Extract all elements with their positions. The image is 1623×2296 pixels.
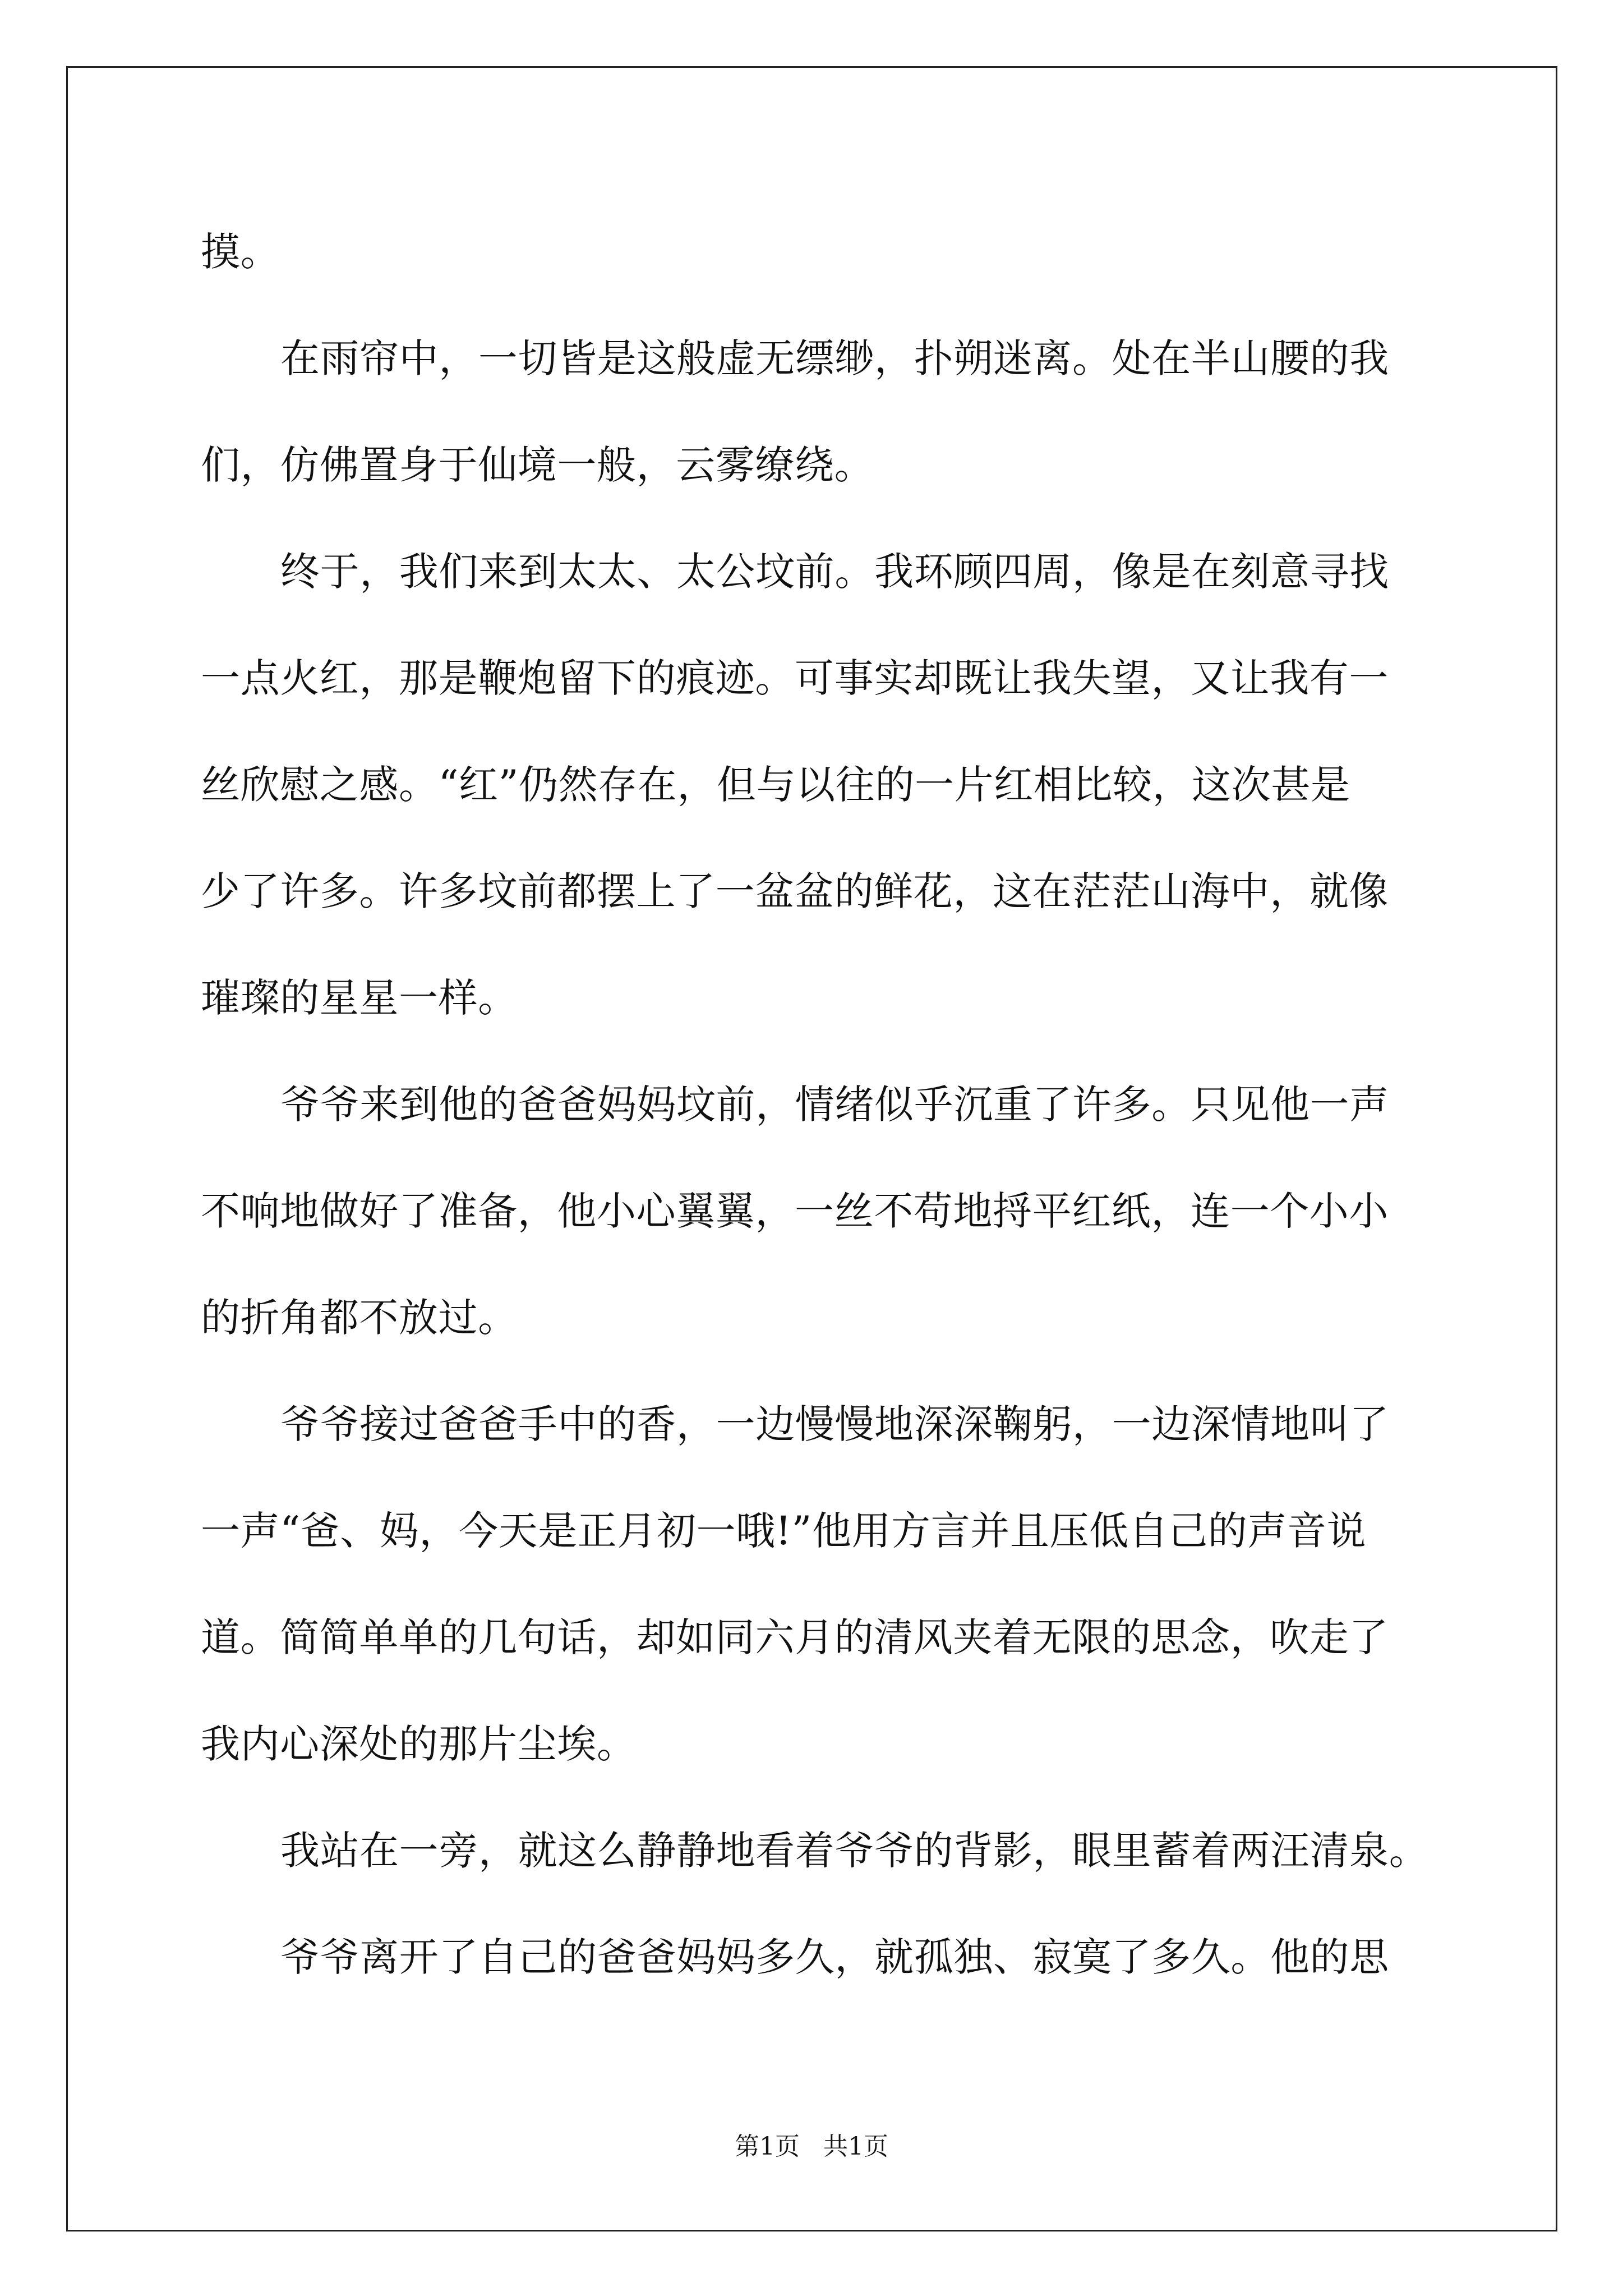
page-number-footer: 第1页 共1页	[735, 2132, 888, 2161]
paragraph-line: 摸。	[201, 229, 280, 275]
paragraph	[201, 305, 1446, 518]
paragraph-line: 不响地做好了准备，他小心翼翼，一丝不苟地捋平红纸，连一个小小	[201, 1188, 1389, 1234]
paragraph	[201, 518, 1446, 1051]
document-body	[201, 199, 1446, 2010]
paragraph	[201, 1371, 1446, 1797]
paragraph	[201, 1904, 1446, 2010]
paragraph-line: 爷爷离开了自己的爸爸妈妈多久，就孤独、寂寞了多久。他的思	[280, 1934, 1389, 1980]
paragraph-line: 璀璨的星星一样。	[201, 975, 518, 1021]
paragraph	[201, 1051, 1446, 1371]
paragraph-line: 我内心深处的那片尘埃。	[201, 1721, 637, 1767]
paragraph-line: 我站在一旁，就这么静静地看着爷爷的背影，眼里蓄着两汪清泉。	[280, 1828, 1429, 1874]
paragraph-line: 爷爷接过爸爸手中的香，一边慢慢地深深鞠躬，一边深情地叫了	[280, 1401, 1389, 1447]
paragraph-line: 少了许多。许多坟前都摆上了一盆盆的鲜花，这在茫茫山海中，就像	[201, 868, 1389, 914]
paragraph-line: 一点火红，那是鞭炮留下的痕迹。可事实却既让我失望，又让我有一	[201, 655, 1389, 701]
paragraph	[201, 199, 1446, 305]
paragraph-line: 一声“爸、妈，今天是正月初一哦!”他用方言并且压低自己的声音说	[201, 1508, 1367, 1554]
paragraph-line: 们，仿佛置身于仙境一般，云雾缭绕。	[201, 442, 874, 488]
paragraph-line: 爷爷来到他的爸爸妈妈坟前，情绪似乎沉重了许多。只见他一声	[280, 1082, 1389, 1128]
paragraph-line: 终于，我们来到太太、太公坟前。我环顾四周，像是在刻意寻找	[280, 549, 1389, 595]
paragraph-line: 道。简简单单的几句话，却如同六月的清风夹着无限的思念，吹走了	[201, 1614, 1389, 1660]
paragraph-line: 的折角都不放过。	[201, 1295, 518, 1341]
paragraph-line: 丝欣慰之感。“红”仍然存在，但与以往的一片红相比较，这次甚是	[201, 762, 1350, 808]
paragraph	[201, 1797, 1446, 1904]
paragraph-line: 在雨帘中，一切皆是这般虚无缥缈，扑朔迷离。处在半山腰的我	[280, 335, 1389, 381]
